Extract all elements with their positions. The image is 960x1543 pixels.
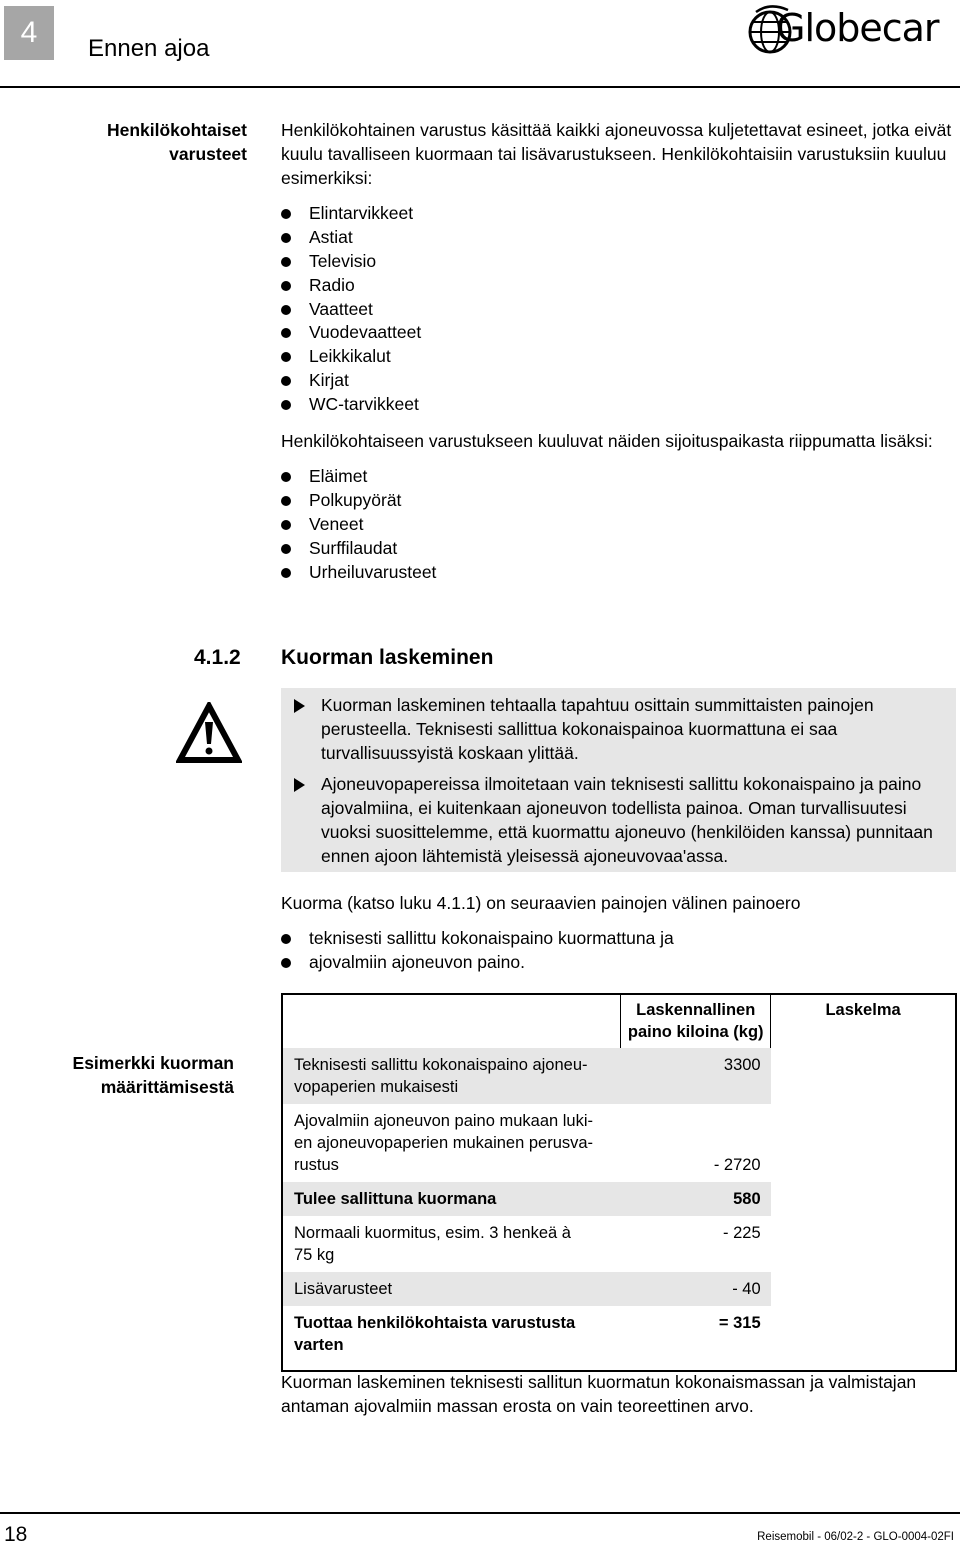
personal-list <box>281 202 956 417</box>
row-value: 580 <box>621 1182 771 1216</box>
list-item: Vaatteet <box>281 298 956 322</box>
arrow-right-icon <box>294 778 305 792</box>
table-row <box>282 1182 956 1216</box>
label-line: rustus <box>294 1156 339 1174</box>
arrow-right-icon <box>294 699 305 713</box>
table-header-row <box>282 994 956 1048</box>
list-item: WC-tarvikkeet <box>281 393 956 417</box>
section-number: 4.1.2 <box>194 646 241 669</box>
header-rule <box>0 86 960 88</box>
row-calc <box>771 1048 956 1104</box>
section-title: Kuorman laskeminen <box>281 646 494 669</box>
list-item: ajovalmiin ajoneuvon paino. <box>281 951 956 975</box>
row-label <box>282 1216 621 1272</box>
chapter-number-box: 4 <box>4 6 54 60</box>
row-calc <box>771 1272 956 1306</box>
label-line: vopaperien mukaisesti <box>294 1078 459 1096</box>
page-number: 18 <box>4 1523 28 1543</box>
row-value: 3300 <box>621 1048 771 1104</box>
list-item: Eläimet <box>281 465 956 489</box>
header-line: paino kiloina (kg) <box>627 1023 764 1041</box>
table-row <box>282 1306 956 1371</box>
header-line: Laskennallinen <box>636 1001 756 1019</box>
row-value: - 225 <box>723 1224 761 1242</box>
side-heading-line: Esimerkki kuorman <box>72 1053 234 1073</box>
row-value: = 315 <box>718 1314 761 1332</box>
load-content <box>281 891 956 975</box>
closing-text: Kuorman laskeminen teknisesti sallitun kuormatun kokonaismassan ja valmistajan antaman ajovalmiin massan erosta on vain teoreettinen arvo. <box>281 1372 917 1416</box>
notice-item <box>321 693 951 765</box>
list-item: Polkupyörät <box>281 489 956 513</box>
table-row <box>282 1104 956 1182</box>
table-header-empty <box>282 994 621 1048</box>
label-line: Ajovalmiin ajoneuvon paino mukaan luki- <box>294 1112 594 1130</box>
side-heading-line: Henkilökohtaiset <box>106 120 247 140</box>
label-line: Tuottaa henkilökohtaista varustusta <box>294 1314 576 1332</box>
load-list <box>281 927 956 975</box>
row-label <box>282 1306 621 1371</box>
list-item: Urheiluvarusteet <box>281 561 956 585</box>
side-heading-example <box>14 1051 234 1099</box>
notice-box <box>281 688 956 872</box>
label-line: Normaali kuormitus, esim. 3 henkeä à <box>294 1224 571 1242</box>
label-line: en ajoneuvopaperien mukainen perusva- <box>294 1134 594 1152</box>
closing-content <box>281 1370 956 1418</box>
list-item: Radio <box>281 274 956 298</box>
personal-content <box>281 118 956 584</box>
document-reference: Reisemobil - 06/02-2 - GLO-0004-02FI <box>757 1531 954 1543</box>
list-item: Astiat <box>281 226 956 250</box>
list-item: Veneet <box>281 513 956 537</box>
personal-intro2: Henkilökohtaiseen varustukseen kuuluvat näiden sijoituspaikasta riippumatta lisäksi: <box>281 431 933 452</box>
row-label <box>282 1182 621 1216</box>
row-label <box>282 1272 621 1306</box>
table-row <box>282 1048 956 1104</box>
row-calc <box>771 1216 956 1272</box>
row-calc <box>771 1104 956 1182</box>
row-label <box>282 1104 621 1182</box>
table-row <box>282 1272 956 1306</box>
row-label <box>282 1048 621 1104</box>
list-item: Televisio <box>281 250 956 274</box>
list-item: Elintarvikkeet <box>281 202 956 226</box>
logo-text: Globecar <box>776 6 939 50</box>
label-line: Lisävarusteet <box>294 1280 393 1298</box>
side-heading-line: määrittämisestä <box>100 1077 234 1097</box>
notice-text: Ajoneuvopapereissa ilmoitetaan vain teknisesti sallittu kokonaispaino ja paino ajovalmiina, ei kuitenkaan ajoneuvon todellista painoa. Oman turvallisuutesi vuoksi suosittelemme, että kuormattu ajoneuvo (henkilöiden kanssa) punnitaan ennen ajoon lähtemistä yleisessä ajoneuvovaa'assa. <box>321 774 933 866</box>
list-item: Leikkikalut <box>281 345 956 369</box>
warning-triangle-icon <box>176 702 242 764</box>
label-line: Tulee sallittuna kuormana <box>294 1190 497 1208</box>
personal-list2 <box>281 465 956 584</box>
row-value: - 40 <box>621 1272 771 1306</box>
list-item: teknisesti sallittu kokonaispaino kuormattuna ja <box>281 927 956 951</box>
label-line: varten <box>294 1336 344 1354</box>
load-text: Kuorma (katso luku 4.1.1) on seuraavien painojen välinen painoero <box>281 893 801 913</box>
chapter-title: Ennen ajoa <box>88 35 210 62</box>
personal-intro: Henkilökohtainen varustus käsittää kaikki ajoneuvossa kuljetettavat esineet, jotka eivät kuulu tavalliseen kuormaan tai lisävarustukseen. Henkilökohtaisiin varustuksiin kuuluu esimerkiksi: <box>281 120 952 188</box>
table-row <box>282 1216 956 1272</box>
load-calculation-table <box>281 993 957 1372</box>
globecar-logo <box>748 0 958 60</box>
footer-rule <box>0 1512 960 1514</box>
row-value: - 2720 <box>713 1156 761 1174</box>
side-heading-personal <box>27 118 247 166</box>
label-line: Teknisesti sallittu kokonaispaino ajoneu- <box>294 1056 588 1074</box>
side-heading-line: varusteet <box>169 144 247 164</box>
row-calc <box>771 1306 956 1371</box>
list-item: Vuodevaatteet <box>281 321 956 345</box>
list-item: Surffilaudat <box>281 537 956 561</box>
row-calc <box>771 1182 956 1216</box>
notice-text: Kuorman laskeminen tehtaalla tapahtuu osittain summittaisten painojen perusteella. Teknisesti sallittua kokonaispainoa kuormattuna ei saa turvallisuussyistä koskaan ylittää. <box>321 695 874 763</box>
table-header-calc: Laskelma <box>825 1001 901 1019</box>
notice-item <box>321 772 951 868</box>
list-item: Kirjat <box>281 369 956 393</box>
table-header-value <box>621 994 771 1048</box>
label-line: 75 kg <box>294 1246 335 1264</box>
